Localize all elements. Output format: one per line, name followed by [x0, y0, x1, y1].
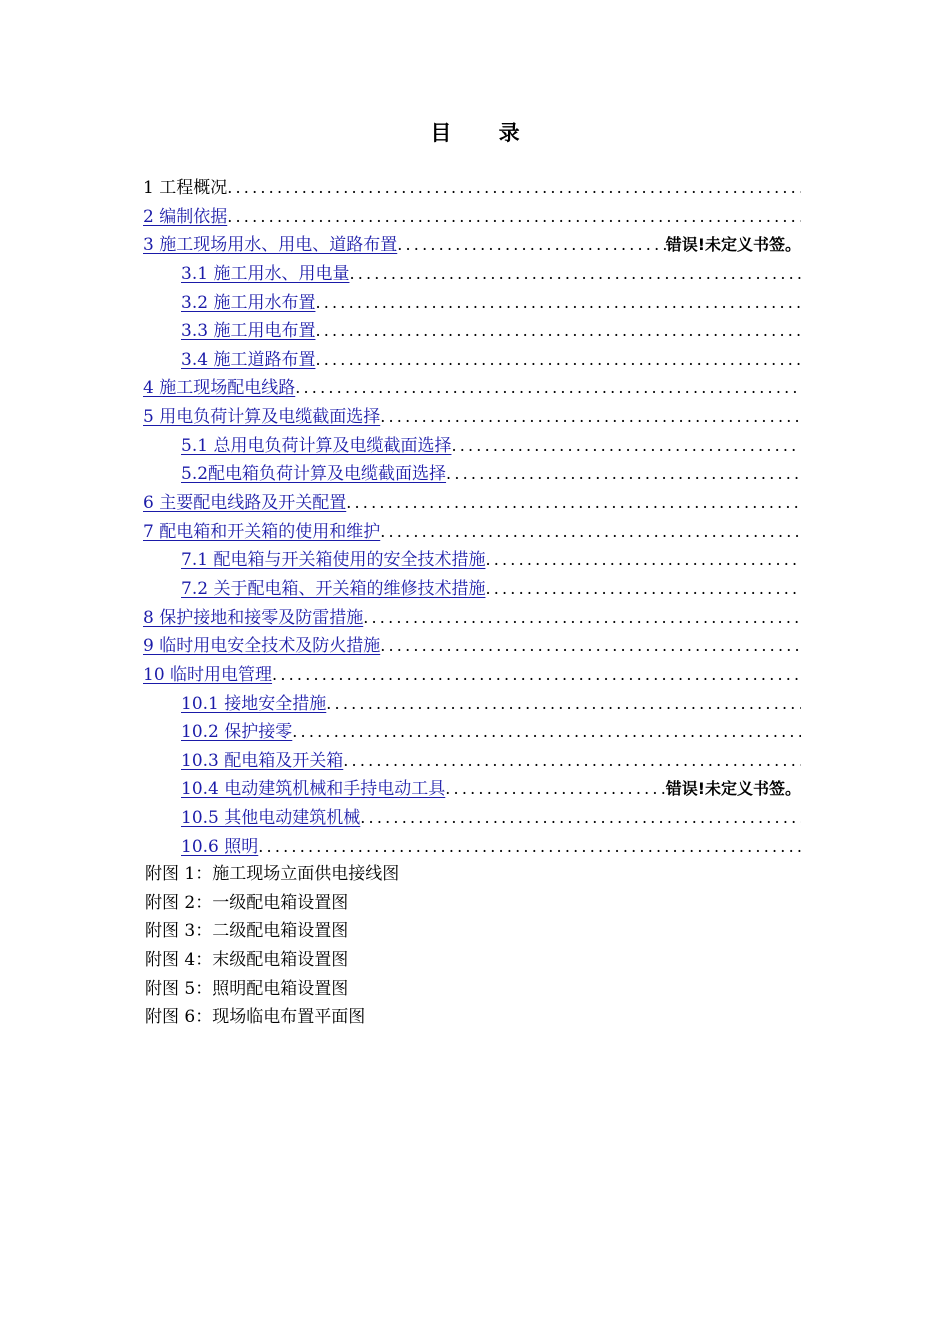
dot-leader: [258, 833, 801, 862]
toc-entry[interactable]: [143, 460, 801, 489]
toc-entry: [143, 174, 801, 203]
dot-leader: [315, 289, 801, 318]
toc-link[interactable]: 5 用电负荷计算及电缆截面选择: [143, 407, 381, 428]
toc-entry[interactable]: [143, 804, 801, 833]
dot-leader: [315, 317, 801, 346]
appendix-item: 附图 4：末级配电箱设置图: [145, 949, 349, 970]
toc-entry[interactable]: [143, 231, 801, 260]
dot-leader: [485, 575, 801, 604]
toc-entry[interactable]: [143, 833, 801, 862]
toc-link[interactable]: 3 施工现场用水、用电、道路布置: [143, 235, 398, 256]
page-title: 目 录: [430, 121, 540, 145]
dot-leader: [292, 718, 801, 747]
toc-link[interactable]: 5.2配电箱负荷计算及电缆截面选择: [181, 464, 447, 485]
toc-entry[interactable]: [143, 718, 801, 747]
toc-entry[interactable]: [143, 289, 801, 318]
dot-leader: [272, 661, 801, 690]
dot-leader: [380, 518, 801, 547]
toc-link[interactable]: 5.1 总用电负荷计算及电缆截面选择: [181, 435, 452, 456]
toc-entry[interactable]: [143, 432, 801, 461]
toc-entry[interactable]: [143, 661, 801, 690]
toc-entry[interactable]: [143, 489, 801, 518]
dot-leader: [397, 231, 665, 260]
toc-entry[interactable]: [143, 690, 801, 719]
appendix-item: 附图 5：照明配电箱设置图: [145, 978, 349, 999]
toc-entry[interactable]: [143, 747, 801, 776]
dot-leader: [485, 546, 801, 575]
dot-leader: [363, 604, 801, 633]
toc-link[interactable]: 6 主要配电线路及开关配置: [143, 493, 347, 514]
toc-link[interactable]: 10.4 电动建筑机械和手持电动工具: [181, 779, 446, 800]
toc-link[interactable]: 3.4 施工道路布置: [181, 349, 316, 370]
appendix-list: [145, 860, 745, 1032]
toc-entry[interactable]: [143, 403, 801, 432]
dot-leader: [446, 460, 801, 489]
toc-link[interactable]: 3.1 施工用水、用电量: [181, 263, 350, 284]
toc-link[interactable]: 3.3 施工用电布置: [181, 321, 316, 342]
dot-leader: [343, 747, 801, 776]
toc-entry[interactable]: [143, 632, 801, 661]
toc-link[interactable]: 10.6 照明: [181, 836, 259, 857]
toc-entry[interactable]: [143, 260, 801, 289]
toc-link[interactable]: 7.2 关于配电箱、开关箱的维修技术措施: [181, 578, 486, 599]
toc-link[interactable]: 10.2 保护接零: [181, 722, 293, 743]
toc-link[interactable]: 9 临时用电安全技术及防火措施: [143, 636, 381, 657]
dot-leader: [227, 203, 801, 232]
toc-label: 1 工程概况: [143, 178, 228, 198]
dot-leader: [380, 632, 801, 661]
dot-leader: [349, 260, 801, 289]
toc-link[interactable]: 10 临时用电管理: [143, 664, 273, 685]
appendix-item: 附图 1：施工现场立面供电接线图: [145, 864, 400, 884]
toc-entry[interactable]: [143, 374, 801, 403]
toc-entry[interactable]: [143, 203, 801, 232]
appendix-item: 附图 3：二级配电箱设置图: [145, 921, 349, 942]
dot-leader: [451, 432, 801, 461]
toc-entry[interactable]: [143, 346, 801, 375]
toc-link[interactable]: 10.3 配电箱及开关箱: [181, 750, 344, 771]
toc-link[interactable]: 7 配电箱和开关箱的使用和维护: [143, 521, 381, 542]
dot-leader: [380, 403, 801, 432]
dot-leader: [227, 174, 801, 203]
toc-entry[interactable]: [143, 575, 801, 604]
dot-leader: [295, 374, 801, 403]
bookmark-error-text: 错误!未定义书签。: [665, 235, 801, 255]
bookmark-error-text: 错误!未定义书签。: [665, 779, 801, 799]
toc-link[interactable]: 7.1 配电箱与开关箱使用的安全技术措施: [181, 550, 486, 571]
dot-leader: [315, 346, 801, 375]
dot-leader: [346, 489, 801, 518]
toc-link[interactable]: 10.5 其他电动建筑机械: [181, 808, 361, 829]
dot-leader: [445, 775, 665, 804]
toc-link[interactable]: 3.2 施工用水布置: [181, 292, 316, 313]
toc-link[interactable]: 2 编制依据: [143, 206, 228, 227]
toc-link[interactable]: 8 保护接地和接零及防雷措施: [143, 607, 364, 628]
toc-entry[interactable]: [143, 604, 801, 633]
dot-leader: [360, 804, 801, 833]
appendix-item: 附图 2：一级配电箱设置图: [145, 892, 349, 913]
toc-link[interactable]: 10.1 接地安全措施: [181, 693, 327, 714]
table-of-contents: [143, 174, 801, 861]
toc-link[interactable]: 4 施工现场配电线路: [143, 378, 296, 399]
dot-leader: [326, 690, 801, 719]
toc-entry[interactable]: [143, 546, 801, 575]
toc-entry[interactable]: [143, 775, 801, 804]
toc-entry[interactable]: [143, 317, 801, 346]
appendix-item: 附图 6：现场临电布置平面图: [145, 1007, 366, 1028]
toc-entry[interactable]: [143, 518, 801, 547]
